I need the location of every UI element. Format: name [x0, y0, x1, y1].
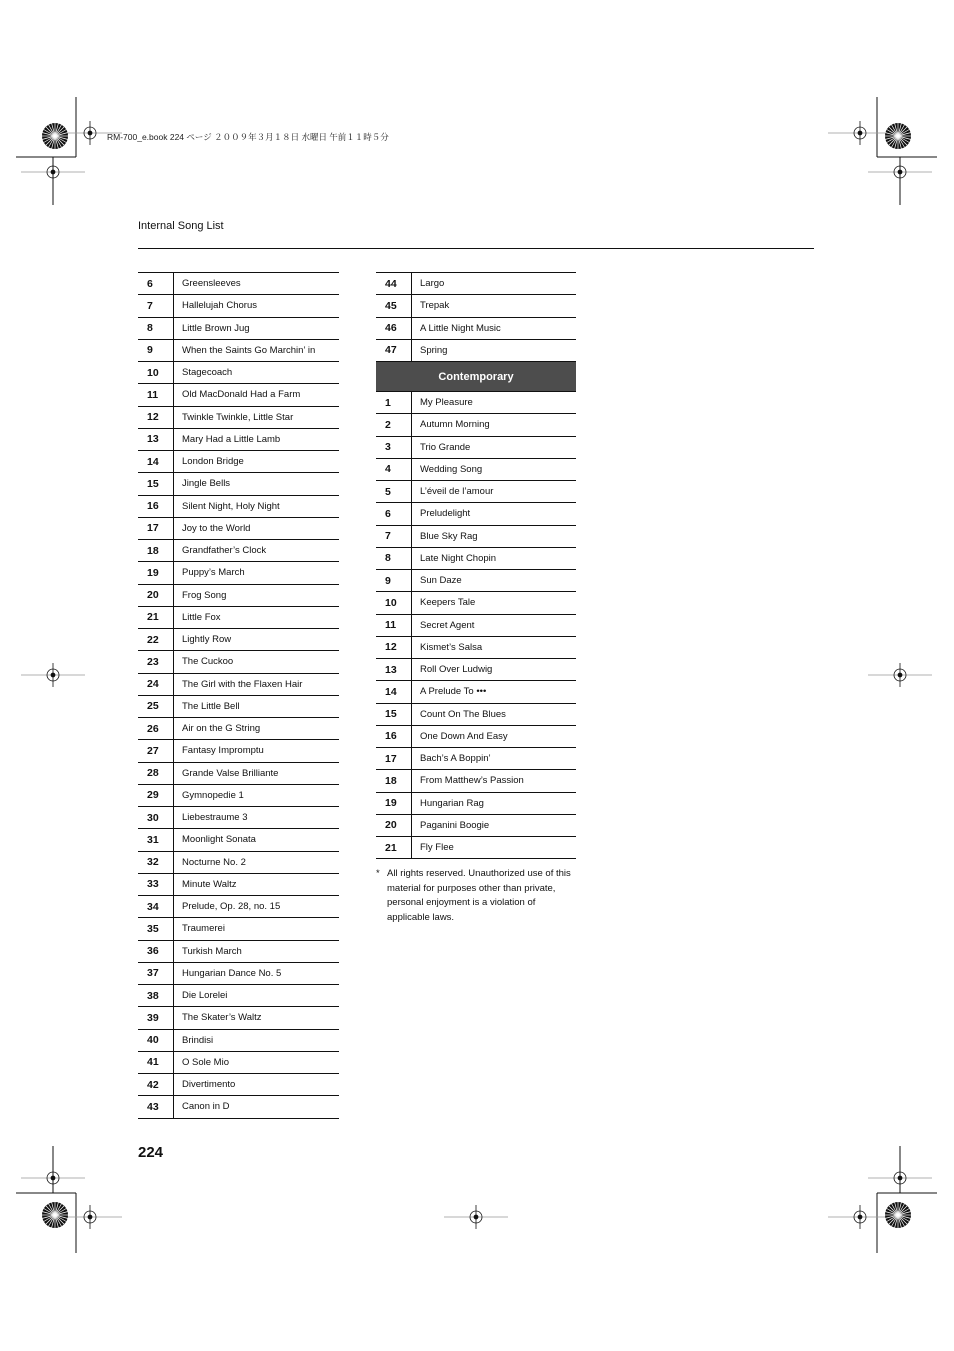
song-title: Nocturne No. 2	[182, 856, 246, 868]
song-title: Wedding Song	[420, 463, 483, 475]
registration-crosshair	[828, 1205, 892, 1229]
song-title: Hungarian Rag	[420, 797, 484, 809]
song-title: Stagecoach	[182, 367, 233, 379]
song-number: 6	[376, 503, 412, 524]
song-number: 28	[138, 763, 174, 784]
song-number: 11	[138, 384, 174, 405]
song-number: 21	[138, 607, 174, 628]
song-number: 10	[138, 362, 174, 383]
song-number: 18	[376, 770, 412, 791]
song-title: Lightly Row	[182, 634, 232, 646]
song-number: 46	[376, 318, 412, 339]
song-title: The Little Bell	[182, 700, 240, 712]
song-title: Paganini Boogie	[420, 819, 490, 831]
registration-starburst	[885, 123, 911, 149]
song-number: 7	[138, 295, 174, 316]
song-number: 3	[376, 437, 412, 458]
song-number: 17	[376, 748, 412, 769]
song-number: 8	[376, 548, 412, 569]
song-title: Hallelujah Chorus	[182, 300, 257, 312]
song-number: 33	[138, 874, 174, 895]
song-title: L’éveil de l’amour	[420, 486, 494, 498]
song-title: O Sole Mio	[182, 1056, 229, 1068]
song-number: 23	[138, 651, 174, 672]
song-number: 26	[138, 718, 174, 739]
song-number: 40	[138, 1030, 174, 1051]
registration-starburst	[42, 1202, 68, 1228]
song-number: 17	[138, 518, 174, 539]
song-number: 32	[138, 852, 174, 873]
registration-crosshair	[868, 663, 932, 687]
song-title: Mary Had a Little Lamb	[182, 433, 281, 445]
song-number: 14	[138, 451, 174, 472]
song-number: 11	[376, 615, 412, 636]
song-number: 21	[376, 837, 412, 858]
song-title: Greensleeves	[182, 278, 241, 290]
song-number: 34	[138, 896, 174, 917]
song-number: 1	[376, 392, 412, 413]
song-title: Traumerei	[182, 923, 225, 935]
song-number: 31	[138, 829, 174, 850]
song-number: 15	[376, 704, 412, 725]
registration-crosshair	[21, 1166, 85, 1190]
song-number: 15	[138, 473, 174, 494]
song-number: 45	[376, 295, 412, 316]
song-title: From Matthew’s Passion	[420, 775, 524, 787]
song-title: Little Brown Jug	[182, 322, 250, 334]
song-title: Minute Waltz	[182, 878, 237, 890]
song-title: Air on the G String	[182, 723, 261, 735]
song-title: Hungarian Dance No. 5	[182, 967, 282, 979]
song-number: 12	[376, 637, 412, 658]
song-title: The Skater’s Waltz	[182, 1012, 262, 1024]
song-number: 42	[138, 1074, 174, 1095]
song-title: Silent Night, Holy Night	[182, 500, 280, 512]
song-title: Kismet’s Salsa	[420, 641, 483, 653]
song-number: 14	[376, 681, 412, 702]
song-number: 20	[376, 815, 412, 836]
song-number: 35	[138, 918, 174, 939]
song-title: Canon in D	[182, 1101, 230, 1113]
song-title: One Down And Easy	[420, 730, 508, 742]
song-title: Largo	[420, 278, 445, 290]
song-number: 30	[138, 807, 174, 828]
song-title: Secret Agent	[420, 619, 475, 631]
song-title: Fly Flee	[420, 842, 454, 854]
song-number: 36	[138, 941, 174, 962]
song-title: Liebestraume 3	[182, 812, 248, 824]
song-title: Gymnopedie 1	[182, 789, 244, 801]
song-title: Moonlight Sonata	[182, 834, 256, 846]
song-number: 27	[138, 740, 174, 761]
song-title: The Cuckoo	[182, 656, 234, 668]
song-number: 10	[376, 592, 412, 613]
song-title: Sun Daze	[420, 575, 462, 587]
song-number: 2	[376, 414, 412, 435]
song-title: Puppy’s March	[182, 567, 245, 579]
song-number: 47	[376, 340, 412, 361]
running-head: Internal Song List	[138, 220, 224, 232]
song-title: Trio Grande	[420, 441, 471, 453]
registration-starburst	[885, 1202, 911, 1228]
song-number: 16	[376, 726, 412, 747]
page-number: 224	[138, 1144, 164, 1161]
print-header: RM-700_e.book 224 ページ ２００９年３月１８日 水曜日 午前１１時５分	[107, 132, 389, 142]
song-number: 29	[138, 785, 174, 806]
song-number: 19	[376, 793, 412, 814]
song-title: Twinkle Twinkle, Little Star	[182, 411, 294, 423]
song-number: 16	[138, 496, 174, 517]
song-title: Late Night Chopin	[420, 552, 497, 564]
registration-crosshair	[828, 121, 892, 145]
song-title: Old MacDonald Had a Farm	[182, 389, 301, 401]
song-title: Roll Over Ludwig	[420, 664, 493, 676]
song-title: Trepak	[420, 300, 450, 312]
song-title: Grandfather’s Clock	[182, 545, 267, 557]
song-number: 18	[138, 540, 174, 561]
registration-crosshair	[444, 1205, 508, 1229]
song-title: A Prelude To •••	[420, 686, 487, 698]
song-title: Autumn Morning	[420, 419, 490, 431]
song-number: 7	[376, 526, 412, 547]
song-number: 41	[138, 1052, 174, 1073]
song-title: My Pleasure	[420, 397, 473, 409]
song-title: Keepers Tale	[420, 597, 476, 609]
song-title: Joy to the World	[182, 522, 251, 534]
song-number: 39	[138, 1007, 174, 1028]
song-title: Little Fox	[182, 611, 221, 623]
song-number: 12	[138, 407, 174, 428]
footnote-text: All rights reserved. Unauthorized use of this material for purposes other than private, personal enjoyment is a violation of applicable laws.	[387, 868, 571, 923]
song-title: Fantasy Impromptu	[182, 745, 264, 757]
song-number: 9	[138, 340, 174, 361]
song-title: The Girl with the Flaxen Hair	[182, 678, 303, 690]
section-heading-contemporary: Contemporary	[376, 362, 576, 392]
song-number: 24	[138, 674, 174, 695]
song-number: 6	[138, 273, 174, 294]
song-number: 38	[138, 985, 174, 1006]
song-title: When the Saints Go Marchin’ in	[182, 344, 316, 356]
song-number: 4	[376, 459, 412, 480]
registration-starburst	[42, 123, 68, 149]
registration-crosshair	[21, 160, 85, 184]
song-title: London Bridge	[182, 456, 244, 468]
song-number: 25	[138, 696, 174, 717]
song-number: 5	[376, 481, 412, 502]
song-title: Divertimento	[182, 1079, 236, 1091]
song-title: Jingle Bells	[182, 478, 231, 490]
song-number: 19	[138, 562, 174, 583]
registration-crosshair	[21, 663, 85, 687]
song-title: Blue Sky Rag	[420, 530, 478, 542]
song-title: Grande Valse Brilliante	[182, 767, 279, 779]
song-title: Bach’s A Boppin’	[420, 753, 491, 765]
song-title: Count On The Blues	[420, 708, 506, 720]
song-title: Preludelight	[420, 508, 471, 520]
song-number: 8	[138, 318, 174, 339]
song-title: Turkish March	[182, 945, 242, 957]
song-title: Brindisi	[182, 1034, 214, 1046]
song-number: 13	[376, 659, 412, 680]
song-number: 9	[376, 570, 412, 591]
song-number: 22	[138, 629, 174, 650]
song-number: 43	[138, 1096, 174, 1117]
song-title: Prelude, Op. 28, no. 15	[182, 901, 281, 913]
registration-crosshair	[868, 1166, 932, 1190]
song-title: Spring	[420, 344, 448, 356]
song-number: 13	[138, 429, 174, 450]
song-title: A Little Night Music	[420, 322, 501, 334]
song-title: Die Lorelei	[182, 990, 228, 1002]
song-number: 20	[138, 585, 174, 606]
footnote-mark: *	[376, 868, 380, 879]
song-title: Frog Song	[182, 589, 227, 601]
registration-crosshair	[868, 160, 932, 184]
song-number: 44	[376, 273, 412, 294]
song-number: 37	[138, 963, 174, 984]
